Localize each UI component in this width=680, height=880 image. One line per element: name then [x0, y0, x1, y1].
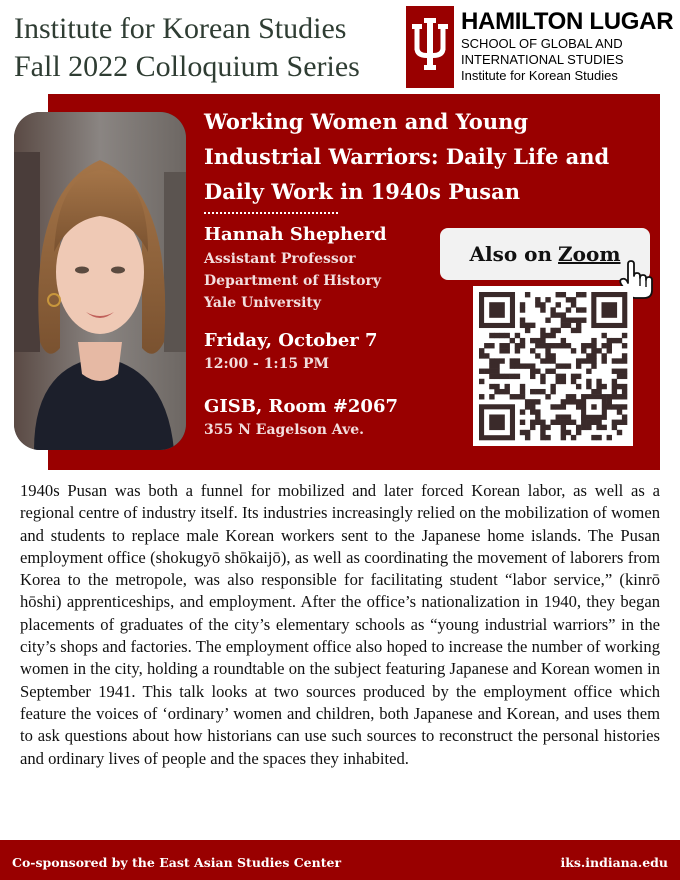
speaker-university: Yale University [204, 295, 322, 311]
event-address: 355 N Eagelson Ave. [204, 422, 365, 438]
iu-logo [406, 6, 454, 88]
event-location [204, 394, 398, 440]
talk-description: 1940s Pusan was both a funnel for mobilized and later forced Korean labor, as well as a regional centre of industry itself. Its industries increasingly relied on the mobilization of women and students to replace male Korean workers sent to the Japanese home islands. The Pusan employment office (shokugyō shōkaijō), as well as coordinating the movement of laborers from Korea to the metropole, was also responsible for facilitating student “labor service,” (kinrō hōshi) apprenticeships, and employment. After the office’s nationalization in 1940, they began placements of graduates of the city’s elementary schools as “young industrial warriors” in the city’s shops and factories. The employment office also hoped to increase the number of working women in the city, holding a roundtable on the subject featuring Japanese and Korean women in September 1941. This talk looks at two sources produced by the employment office which feature the voices of ‘ordinary’ women and children, both Japanese and Korean, and uses them to ask questions about how historians can use such sources to reconstruct the personal histories and ordinary lives of people and the spaces they inhabited. [20, 481, 660, 768]
series-header [14, 10, 404, 86]
speaker-photo [14, 112, 186, 450]
footer-bar [0, 840, 680, 880]
event-date: Friday, October 7 [204, 330, 378, 351]
wordmark-line-1: HAMILTON LUGAR [461, 8, 674, 35]
website-link[interactable]: iks.indiana.edu [560, 855, 668, 870]
event-time [204, 328, 378, 374]
wordmark-line-4: Institute for Korean Studies [461, 68, 618, 83]
school-wordmark [461, 8, 676, 84]
wordmark-line-3: INTERNATIONAL STUDIES [461, 52, 624, 67]
wordmark-line-2: SCHOOL OF GLOBAL AND [461, 36, 623, 51]
talk-title-line-3: Daily Work in 1940s Pusan [204, 179, 520, 204]
talk-title [204, 104, 644, 209]
talk-title-line-1: Working Women and Young [204, 109, 529, 134]
speaker-role: Assistant Professor [204, 251, 356, 267]
cosponsor-text: Co-sponsored by the East Asian Studies Center [12, 855, 342, 870]
talk-title-line-2: Industrial Warriors: Daily Life and [204, 144, 610, 169]
speaker-department: Department of History [204, 273, 381, 289]
event-hours: 12:00 - 1:15 PM [204, 356, 329, 372]
event-room: GISB, Room #2067 [204, 396, 399, 417]
speaker-info [204, 222, 387, 314]
header-line-2: Fall 2022 Colloquium Series [14, 50, 360, 83]
header-line-1: Institute for Korean Studies [14, 12, 347, 45]
iu-trident-icon [412, 18, 448, 76]
zoom-qr-code[interactable] [473, 286, 633, 446]
dotted-divider [204, 212, 338, 214]
zoom-link[interactable]: Zoom [558, 242, 621, 266]
speaker-name: Hannah Shepherd [204, 224, 387, 245]
zoom-prefix: Also on [469, 242, 553, 266]
